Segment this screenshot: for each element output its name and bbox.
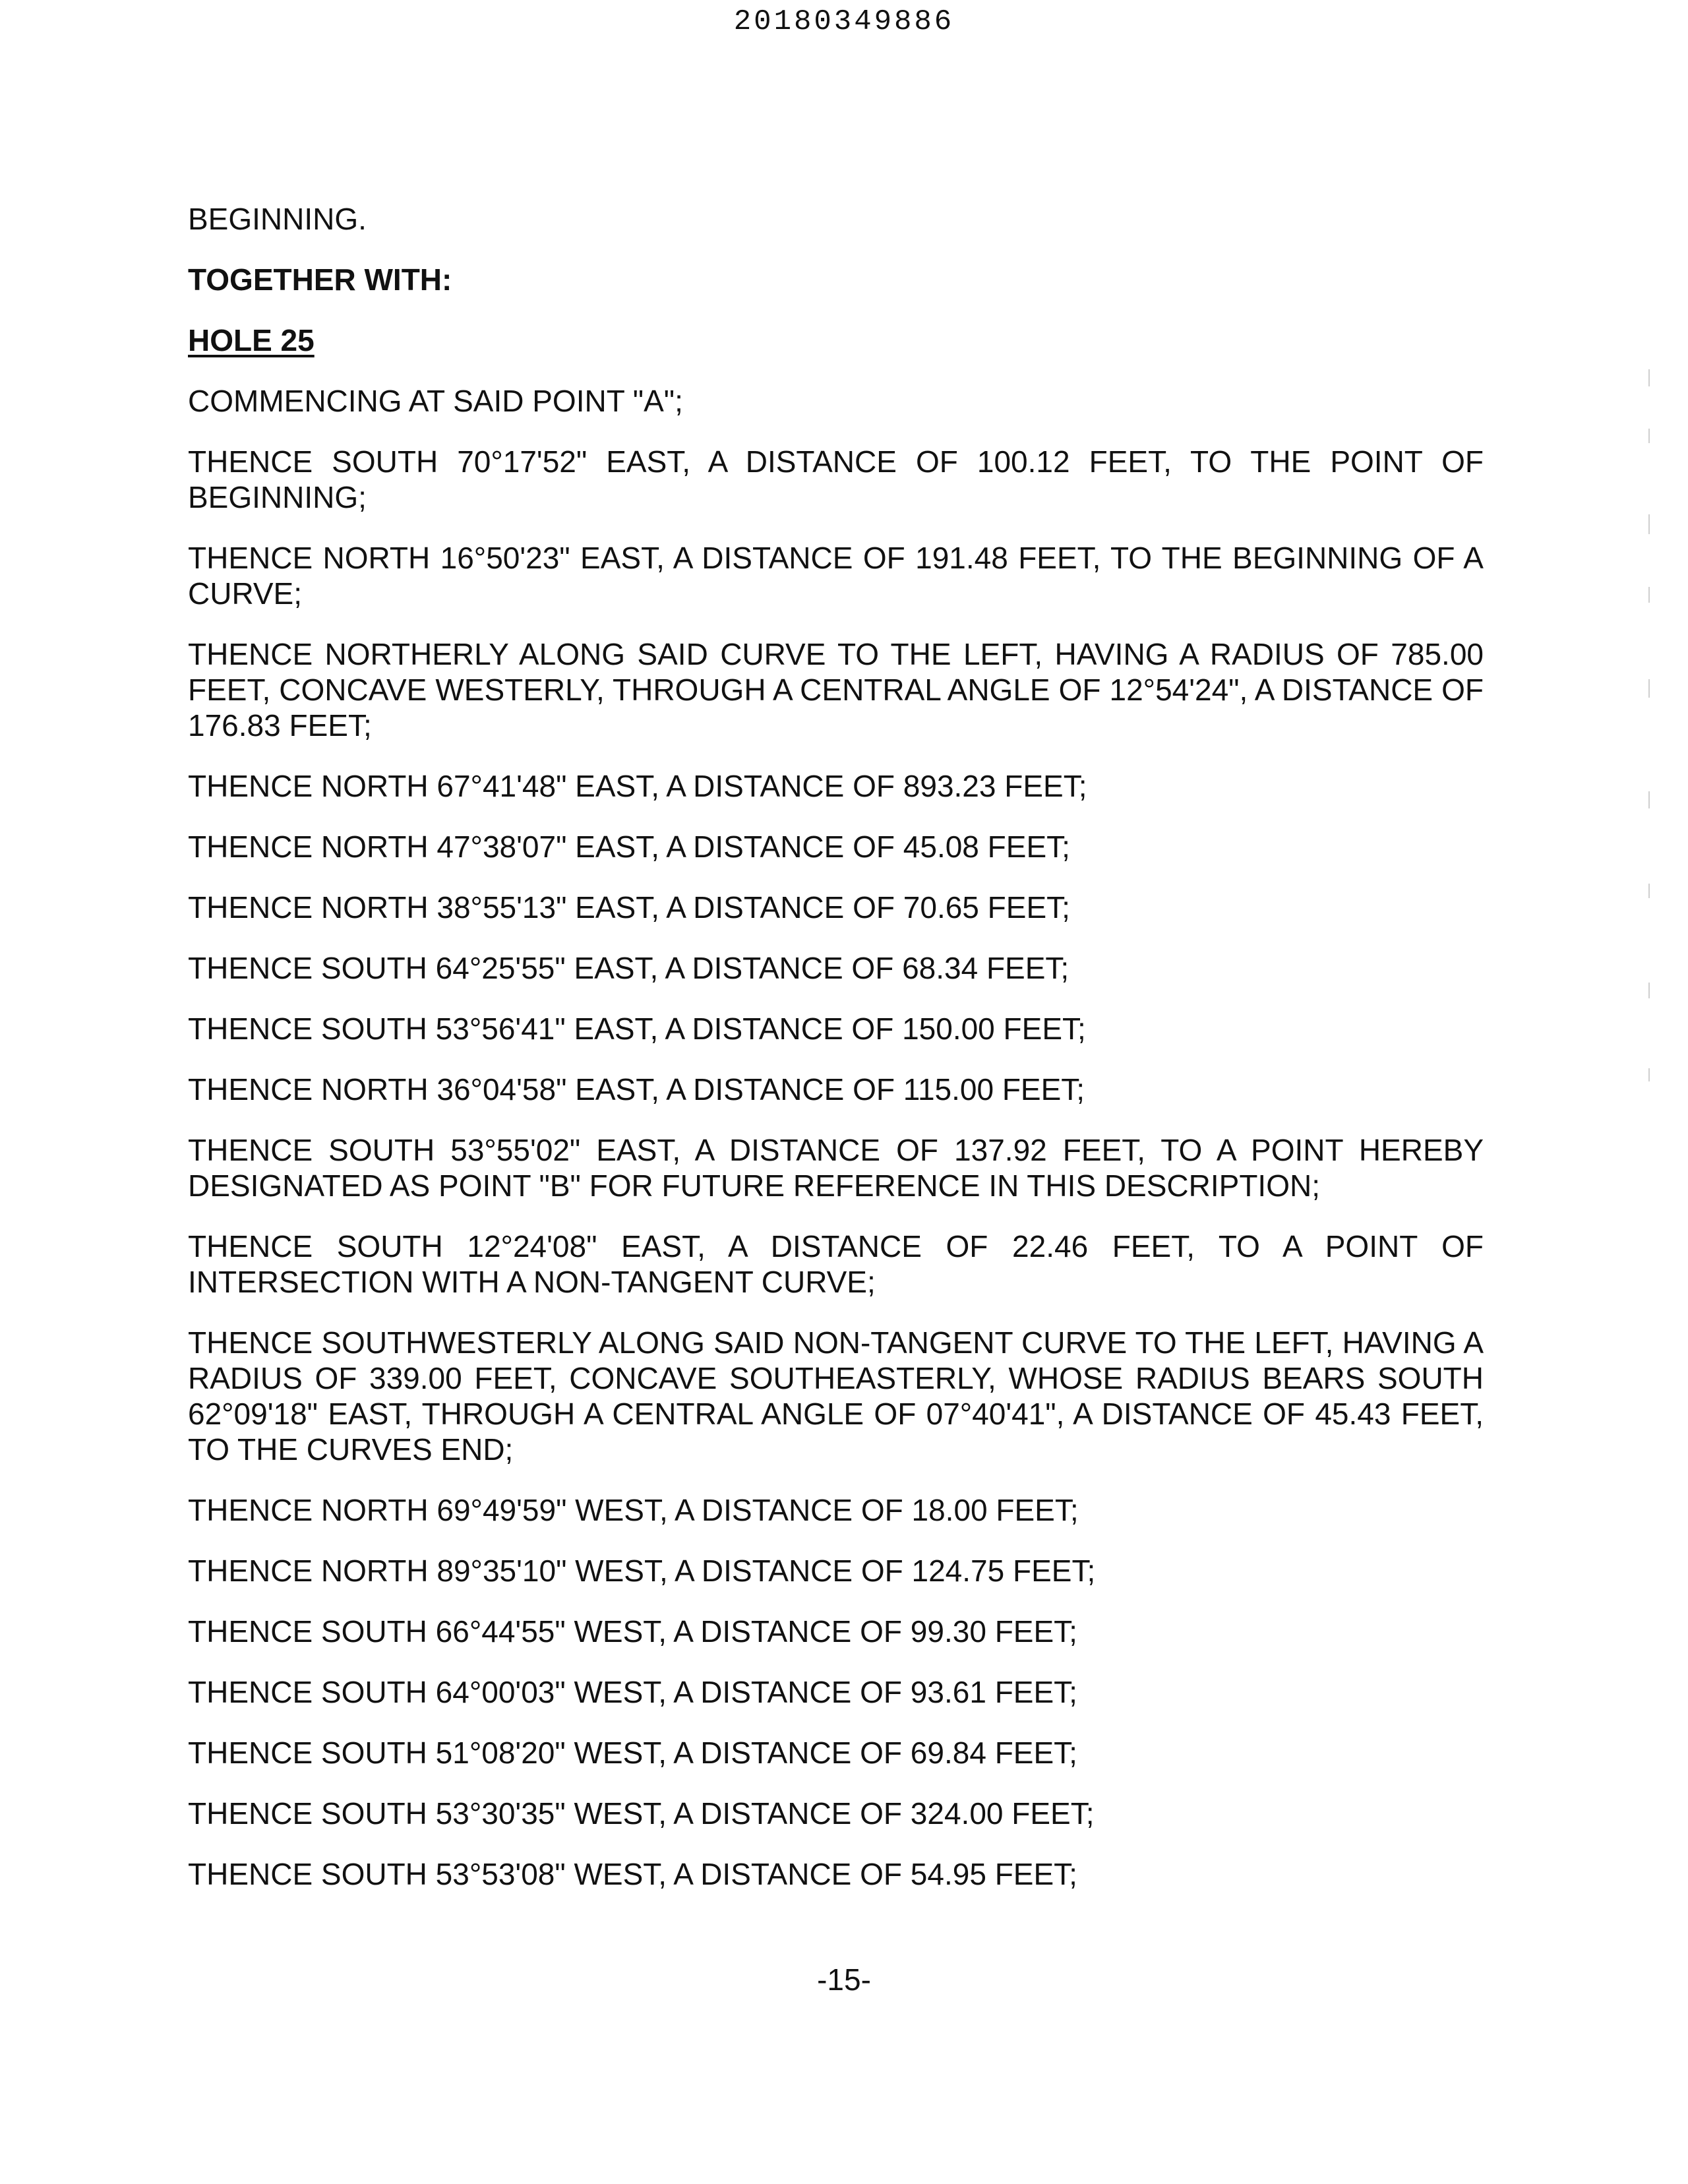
scan-mark	[1648, 429, 1650, 443]
scan-mark	[1648, 514, 1650, 534]
course-paragraph: THENCE SOUTH 53°30'35" WEST, A DISTANCE OF 324.00 FEET;	[188, 1796, 1095, 1831]
course-paragraph: THENCE NORTH 16°50'23" EAST, A DISTANCE OF 191.48 FEET, TO THE BEGINNING OF A CURVE;	[188, 541, 1484, 611]
scan-mark	[1648, 791, 1650, 808]
intro-text: BEGINNING.	[188, 202, 367, 236]
scan-mark	[1648, 884, 1650, 898]
course-paragraph: THENCE SOUTHWESTERLY ALONG SAID NON-TANGENT CURVE TO THE LEFT, HAVING A RADIUS OF 339.00 FEET, CONCAVE SOUTHEASTERLY, WHOSE RADIUS BEARS SOUTH 62°09'18" EAST, THROUGH A CENTRAL ANGLE OF 07°40'41", A DISTANCE OF 45.43 FEET, TO THE CURVES END;	[188, 1325, 1484, 1467]
course-paragraph: THENCE SOUTH 64°00'03" WEST, A DISTANCE OF 93.61 FEET;	[188, 1675, 1077, 1709]
scan-artifact-marks	[1648, 369, 1654, 1095]
course-paragraph: THENCE SOUTH 66°44'55" WEST, A DISTANCE OF 99.30 FEET;	[188, 1614, 1077, 1649]
course-paragraph: COMMENCING AT SAID POINT "A";	[188, 384, 683, 418]
course-paragraph: THENCE SOUTH 12°24'08" EAST, A DISTANCE OF 22.46 FEET, TO A POINT OF INTERSECTION WITH A NON-TANGENT CURVE;	[188, 1229, 1484, 1299]
course-paragraph: THENCE SOUTH 64°25'55" EAST, A DISTANCE OF 68.34 FEET;	[188, 951, 1070, 985]
together-with-heading: TOGETHER WITH:	[188, 262, 452, 297]
course-paragraph: THENCE NORTH 38°55'13" EAST, A DISTANCE OF 70.65 FEET;	[188, 890, 1070, 925]
hole-title: HOLE 25	[188, 323, 315, 357]
scan-mark	[1648, 679, 1650, 698]
course-paragraph: THENCE NORTHERLY ALONG SAID CURVE TO THE LEFT, HAVING A RADIUS OF 785.00 FEET, CONCAVE WESTERLY, THROUGH A CENTRAL ANGLE OF 12°54'24", A DISTANCE OF 176.83 FEET;	[188, 637, 1484, 743]
course-paragraph: THENCE SOUTH 53°55'02" EAST, A DISTANCE OF 137.92 FEET, TO A POINT HEREBY DESIGNATED AS POINT "B" FOR FUTURE REFERENCE IN THIS DESCRIPTION;	[188, 1133, 1484, 1203]
course-paragraph: THENCE SOUTH 70°17'52" EAST, A DISTANCE OF 100.12 FEET, TO THE POINT OF BEGINNING;	[188, 444, 1484, 514]
course-paragraph: THENCE NORTH 47°38'07" EAST, A DISTANCE OF 45.08 FEET;	[188, 830, 1070, 864]
course-paragraph: THENCE NORTH 36°04'58" EAST, A DISTANCE OF 115.00 FEET;	[188, 1072, 1085, 1107]
document-number: 20180349886	[733, 5, 955, 38]
course-paragraph: THENCE NORTH 69°49'59" WEST, A DISTANCE OF 18.00 FEET;	[188, 1493, 1079, 1527]
legal-description	[188, 201, 1484, 1917]
scan-mark	[1648, 369, 1650, 386]
scan-mark	[1648, 587, 1650, 603]
course-paragraph: THENCE SOUTH 53°53'08" WEST, A DISTANCE OF 54.95 FEET;	[188, 1857, 1077, 1891]
scan-mark	[1648, 983, 1650, 998]
scan-mark	[1648, 1068, 1650, 1081]
page-number: -15-	[817, 1962, 871, 1997]
course-paragraph: THENCE NORTH 89°35'10" WEST, A DISTANCE OF 124.75 FEET;	[188, 1554, 1096, 1588]
course-paragraph: THENCE SOUTH 53°56'41" EAST, A DISTANCE OF 150.00 FEET;	[188, 1012, 1086, 1046]
course-paragraph: THENCE SOUTH 51°08'20" WEST, A DISTANCE OF 69.84 FEET;	[188, 1736, 1077, 1770]
course-paragraph: THENCE NORTH 67°41'48" EAST, A DISTANCE OF 893.23 FEET;	[188, 769, 1087, 803]
